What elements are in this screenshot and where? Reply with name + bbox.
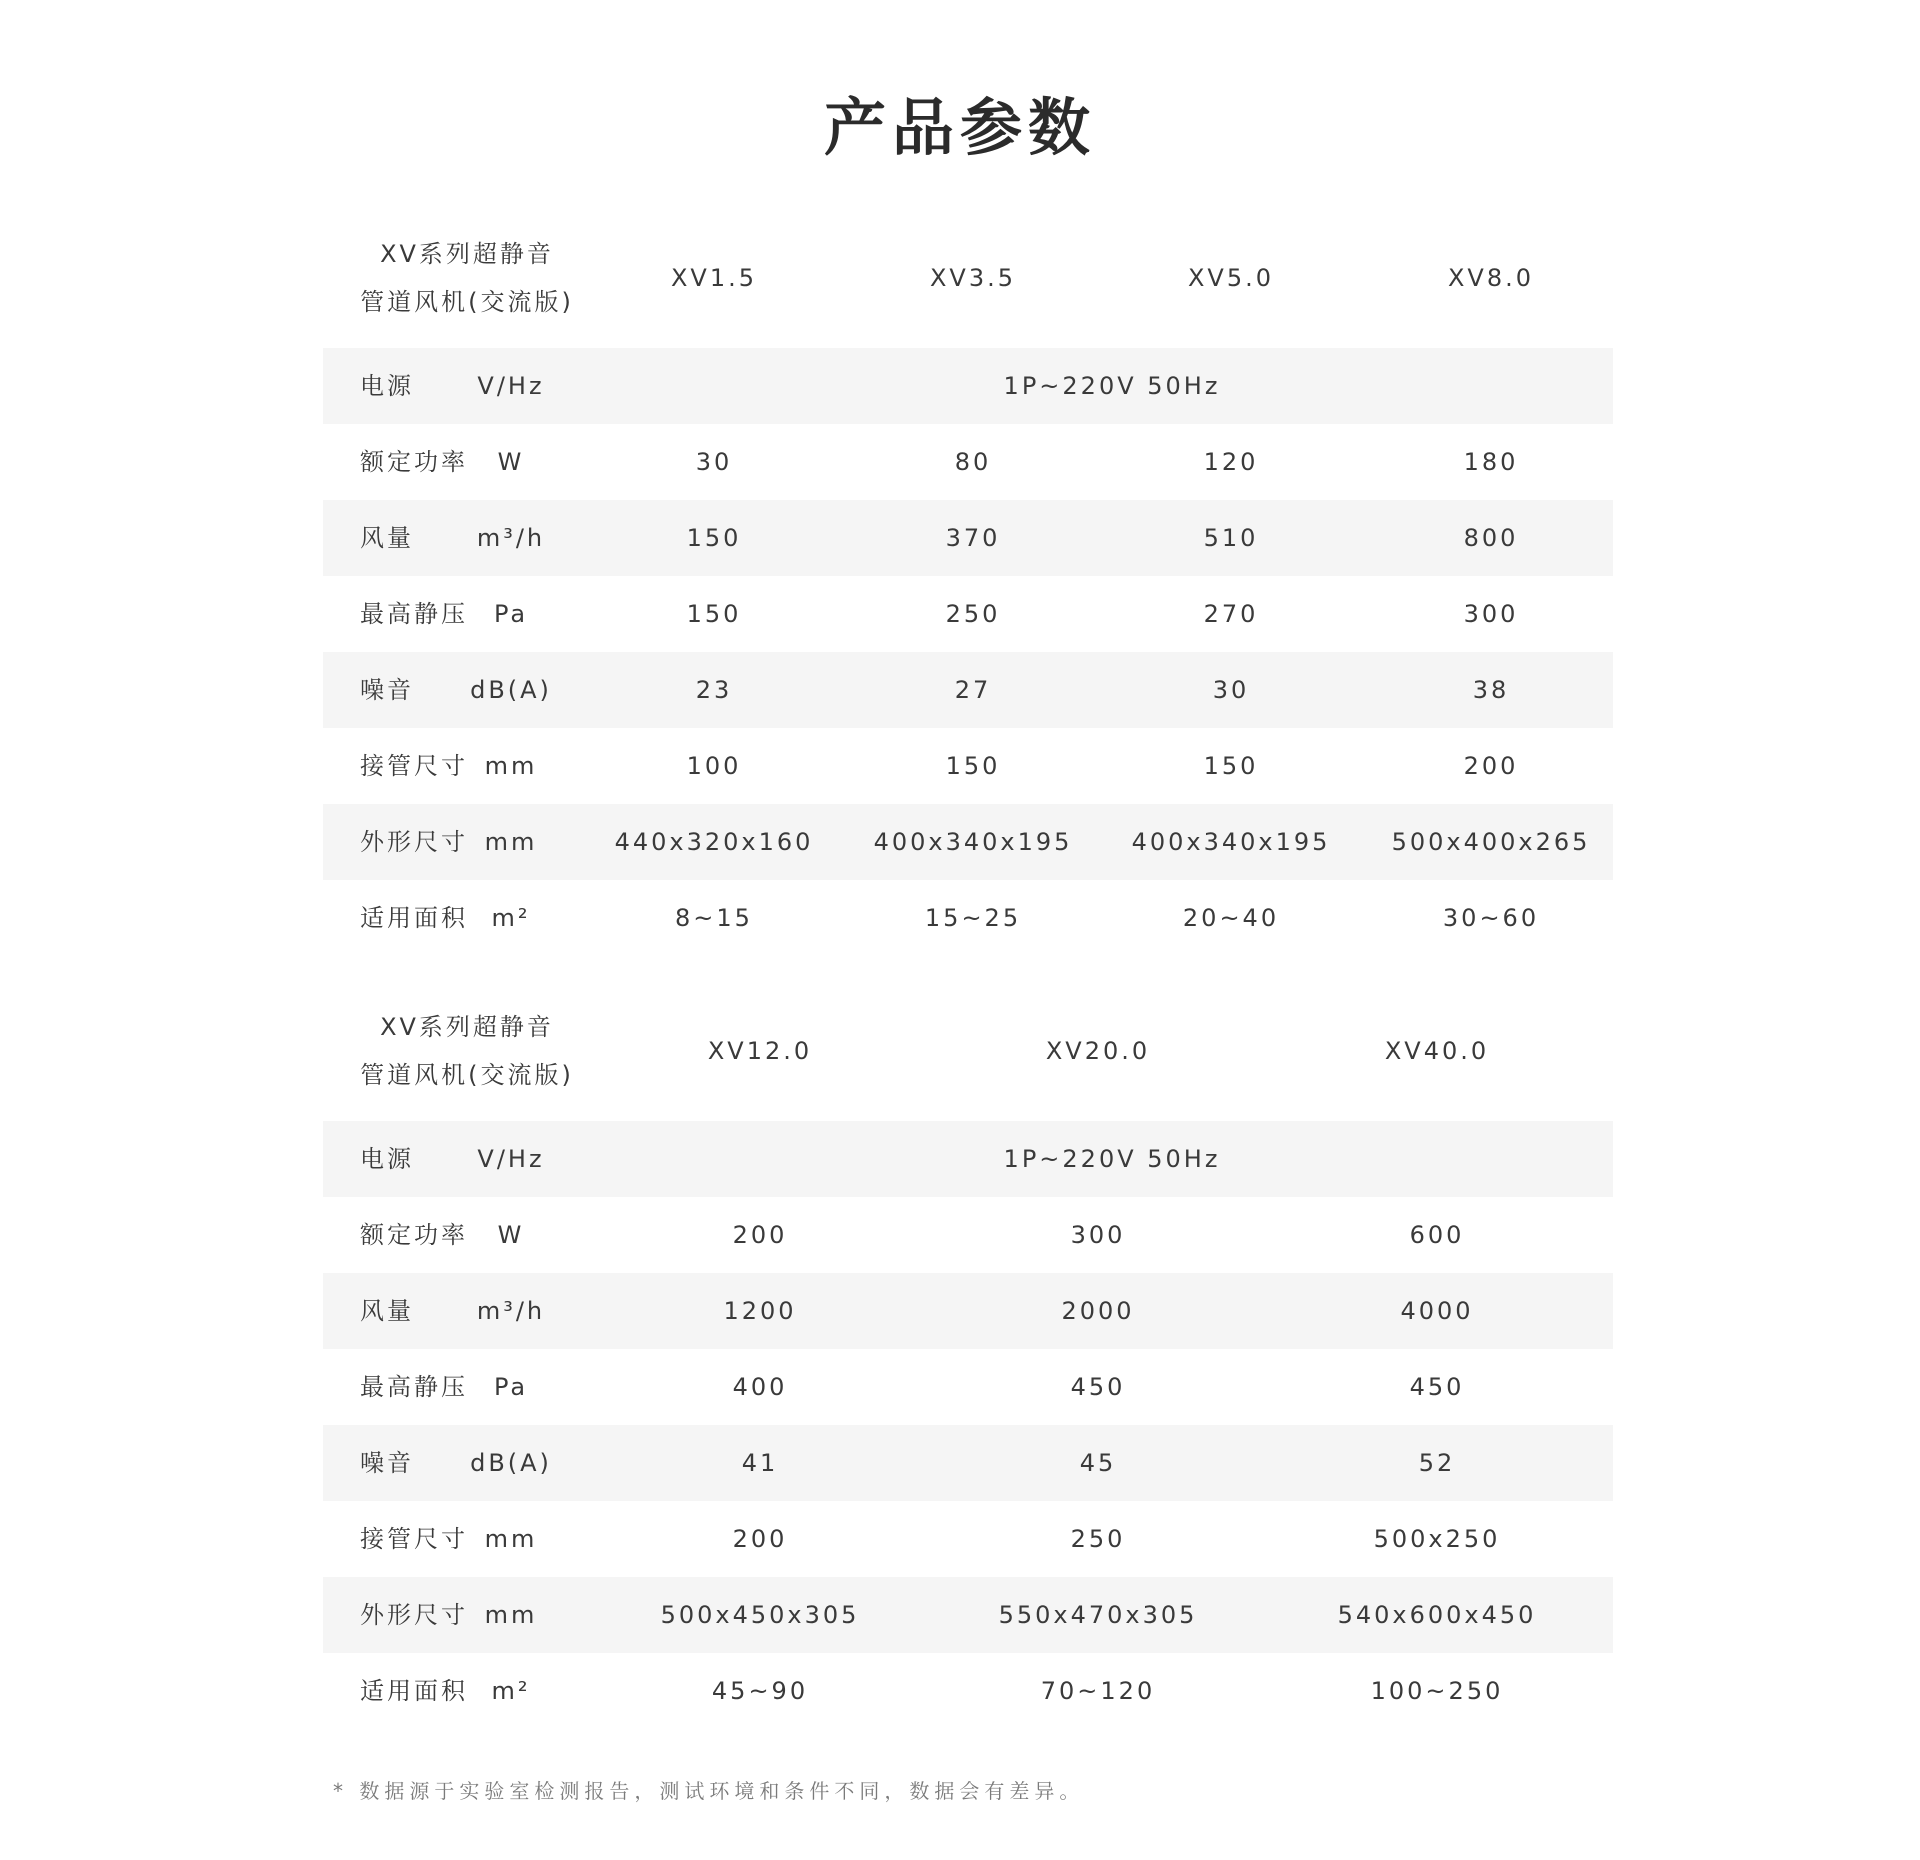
param-unit: dB(A) [470,676,552,704]
param-value: 300 [1463,600,1519,628]
param-value: 250 [1070,1525,1126,1553]
param-unit: m³/h [476,524,546,552]
table-row [323,1121,1613,1197]
param-value: 500x250 [1373,1525,1501,1553]
param-name: 接管尺寸 [360,1525,468,1553]
param-value: 200 [732,1525,788,1553]
param-value: 180 [1463,448,1519,476]
param-unit: W [497,1221,525,1249]
param-unit: m² [491,904,531,932]
param-name: 电源 [360,372,414,400]
param-unit: m² [491,1677,531,1705]
table-row [323,1577,1613,1653]
param-unit: m³/h [476,1297,546,1325]
param-value: 500x400x265 [1391,828,1591,856]
param-value: 30 [1212,676,1250,704]
param-value: 45 [1079,1449,1117,1477]
table-row [323,424,1613,500]
model-name: XV5.0 [1187,264,1275,292]
param-value: 1200 [723,1297,797,1325]
table-row [323,1273,1613,1349]
param-value: 550x470x305 [998,1601,1198,1629]
param-value: 4000 [1400,1297,1474,1325]
param-name: 最高静压 [360,1373,468,1401]
param-name: 额定功率 [360,1221,468,1249]
param-unit: mm [484,752,538,780]
table-row [323,728,1613,804]
param-unit: Pa [493,1373,529,1401]
param-value-all-models: 1P~220V 50Hz [1003,372,1221,400]
spec-table-2 [323,993,1613,1729]
model-name: XV3.5 [929,264,1017,292]
model-name: XV20.0 [1045,1037,1151,1065]
model-name: XV1.5 [670,264,758,292]
param-value-all-models: 1P~220V 50Hz [1003,1145,1221,1173]
param-name: 噪音 [360,1449,414,1477]
param-unit: V/Hz [477,1145,545,1173]
param-value: 150 [686,524,742,552]
series-label-line1: XV系列超静音 [380,1013,554,1041]
footnote: * 数据源于实验室检测报告，测试环境和条件不同，数据会有差异。 [333,1779,1085,1803]
param-value: 8~15 [675,904,753,932]
param-value: 80 [954,448,992,476]
table-row [323,652,1613,728]
param-value: 120 [1203,448,1259,476]
param-value: 600 [1409,1221,1465,1249]
table-row [323,1349,1613,1425]
table-header [323,220,1613,348]
param-name: 风量 [360,1297,414,1325]
param-unit: Pa [493,600,529,628]
param-value: 400x340x195 [873,828,1073,856]
param-value: 450 [1070,1373,1126,1401]
spec-table-1 [323,220,1613,956]
param-value: 23 [695,676,733,704]
param-name: 噪音 [360,676,414,704]
param-value: 540x600x450 [1337,1601,1537,1629]
param-value: 270 [1203,600,1259,628]
param-value: 370 [945,524,1001,552]
table-row [323,1653,1613,1729]
table-row [323,1425,1613,1501]
param-value: 800 [1463,524,1519,552]
param-value: 30 [695,448,733,476]
table-row [323,1501,1613,1577]
param-value: 440x320x160 [614,828,814,856]
param-name: 适用面积 [360,1677,468,1705]
param-unit: mm [484,828,538,856]
table-row [323,880,1613,956]
table-row [323,576,1613,652]
series-label-line1: XV系列超静音 [380,240,554,268]
param-unit: mm [484,1525,538,1553]
param-value: 15~25 [924,904,1022,932]
param-name: 额定功率 [360,448,468,476]
series-label [323,1003,611,1099]
param-value: 100 [686,752,742,780]
param-name: 风量 [360,524,414,552]
param-value: 150 [1203,752,1259,780]
param-value: 45~90 [711,1677,809,1705]
param-value: 300 [1070,1221,1126,1249]
table-row [323,804,1613,880]
param-name: 接管尺寸 [360,752,468,780]
param-value: 510 [1203,524,1259,552]
param-value: 200 [732,1221,788,1249]
param-name: 外形尺寸 [360,828,468,856]
param-value: 30~60 [1442,904,1540,932]
param-value: 500x450x305 [660,1601,860,1629]
param-name: 外形尺寸 [360,1601,468,1629]
param-value: 200 [1463,752,1519,780]
model-name: XV12.0 [707,1037,813,1065]
table-row [323,1197,1613,1273]
table-row [323,500,1613,576]
param-unit: V/Hz [477,372,545,400]
param-value: 100~250 [1370,1677,1504,1705]
param-value: 52 [1418,1449,1456,1477]
param-name: 电源 [360,1145,414,1173]
model-name: XV40.0 [1384,1037,1490,1065]
param-unit: dB(A) [470,1449,552,1477]
param-value: 400x340x195 [1131,828,1331,856]
param-value: 400 [732,1373,788,1401]
page-title: 产品参数 [823,91,1096,164]
param-value: 450 [1409,1373,1465,1401]
series-label-line2: 管道风机(交流版) [360,1061,574,1089]
param-value: 20~40 [1182,904,1280,932]
series-label [323,230,611,326]
param-value: 150 [686,600,742,628]
param-value: 2000 [1061,1297,1135,1325]
param-value: 41 [741,1449,779,1477]
param-name: 最高静压 [360,600,468,628]
series-label-line2: 管道风机(交流版) [360,288,574,316]
param-value: 27 [954,676,992,704]
param-value: 150 [945,752,1001,780]
table-header [323,993,1613,1121]
param-value: 38 [1472,676,1510,704]
param-value: 250 [945,600,1001,628]
param-unit: mm [484,1601,538,1629]
model-name: XV8.0 [1447,264,1535,292]
param-name: 适用面积 [360,904,468,932]
param-value: 70~120 [1040,1677,1156,1705]
table-row [323,348,1613,424]
param-unit: W [497,448,525,476]
